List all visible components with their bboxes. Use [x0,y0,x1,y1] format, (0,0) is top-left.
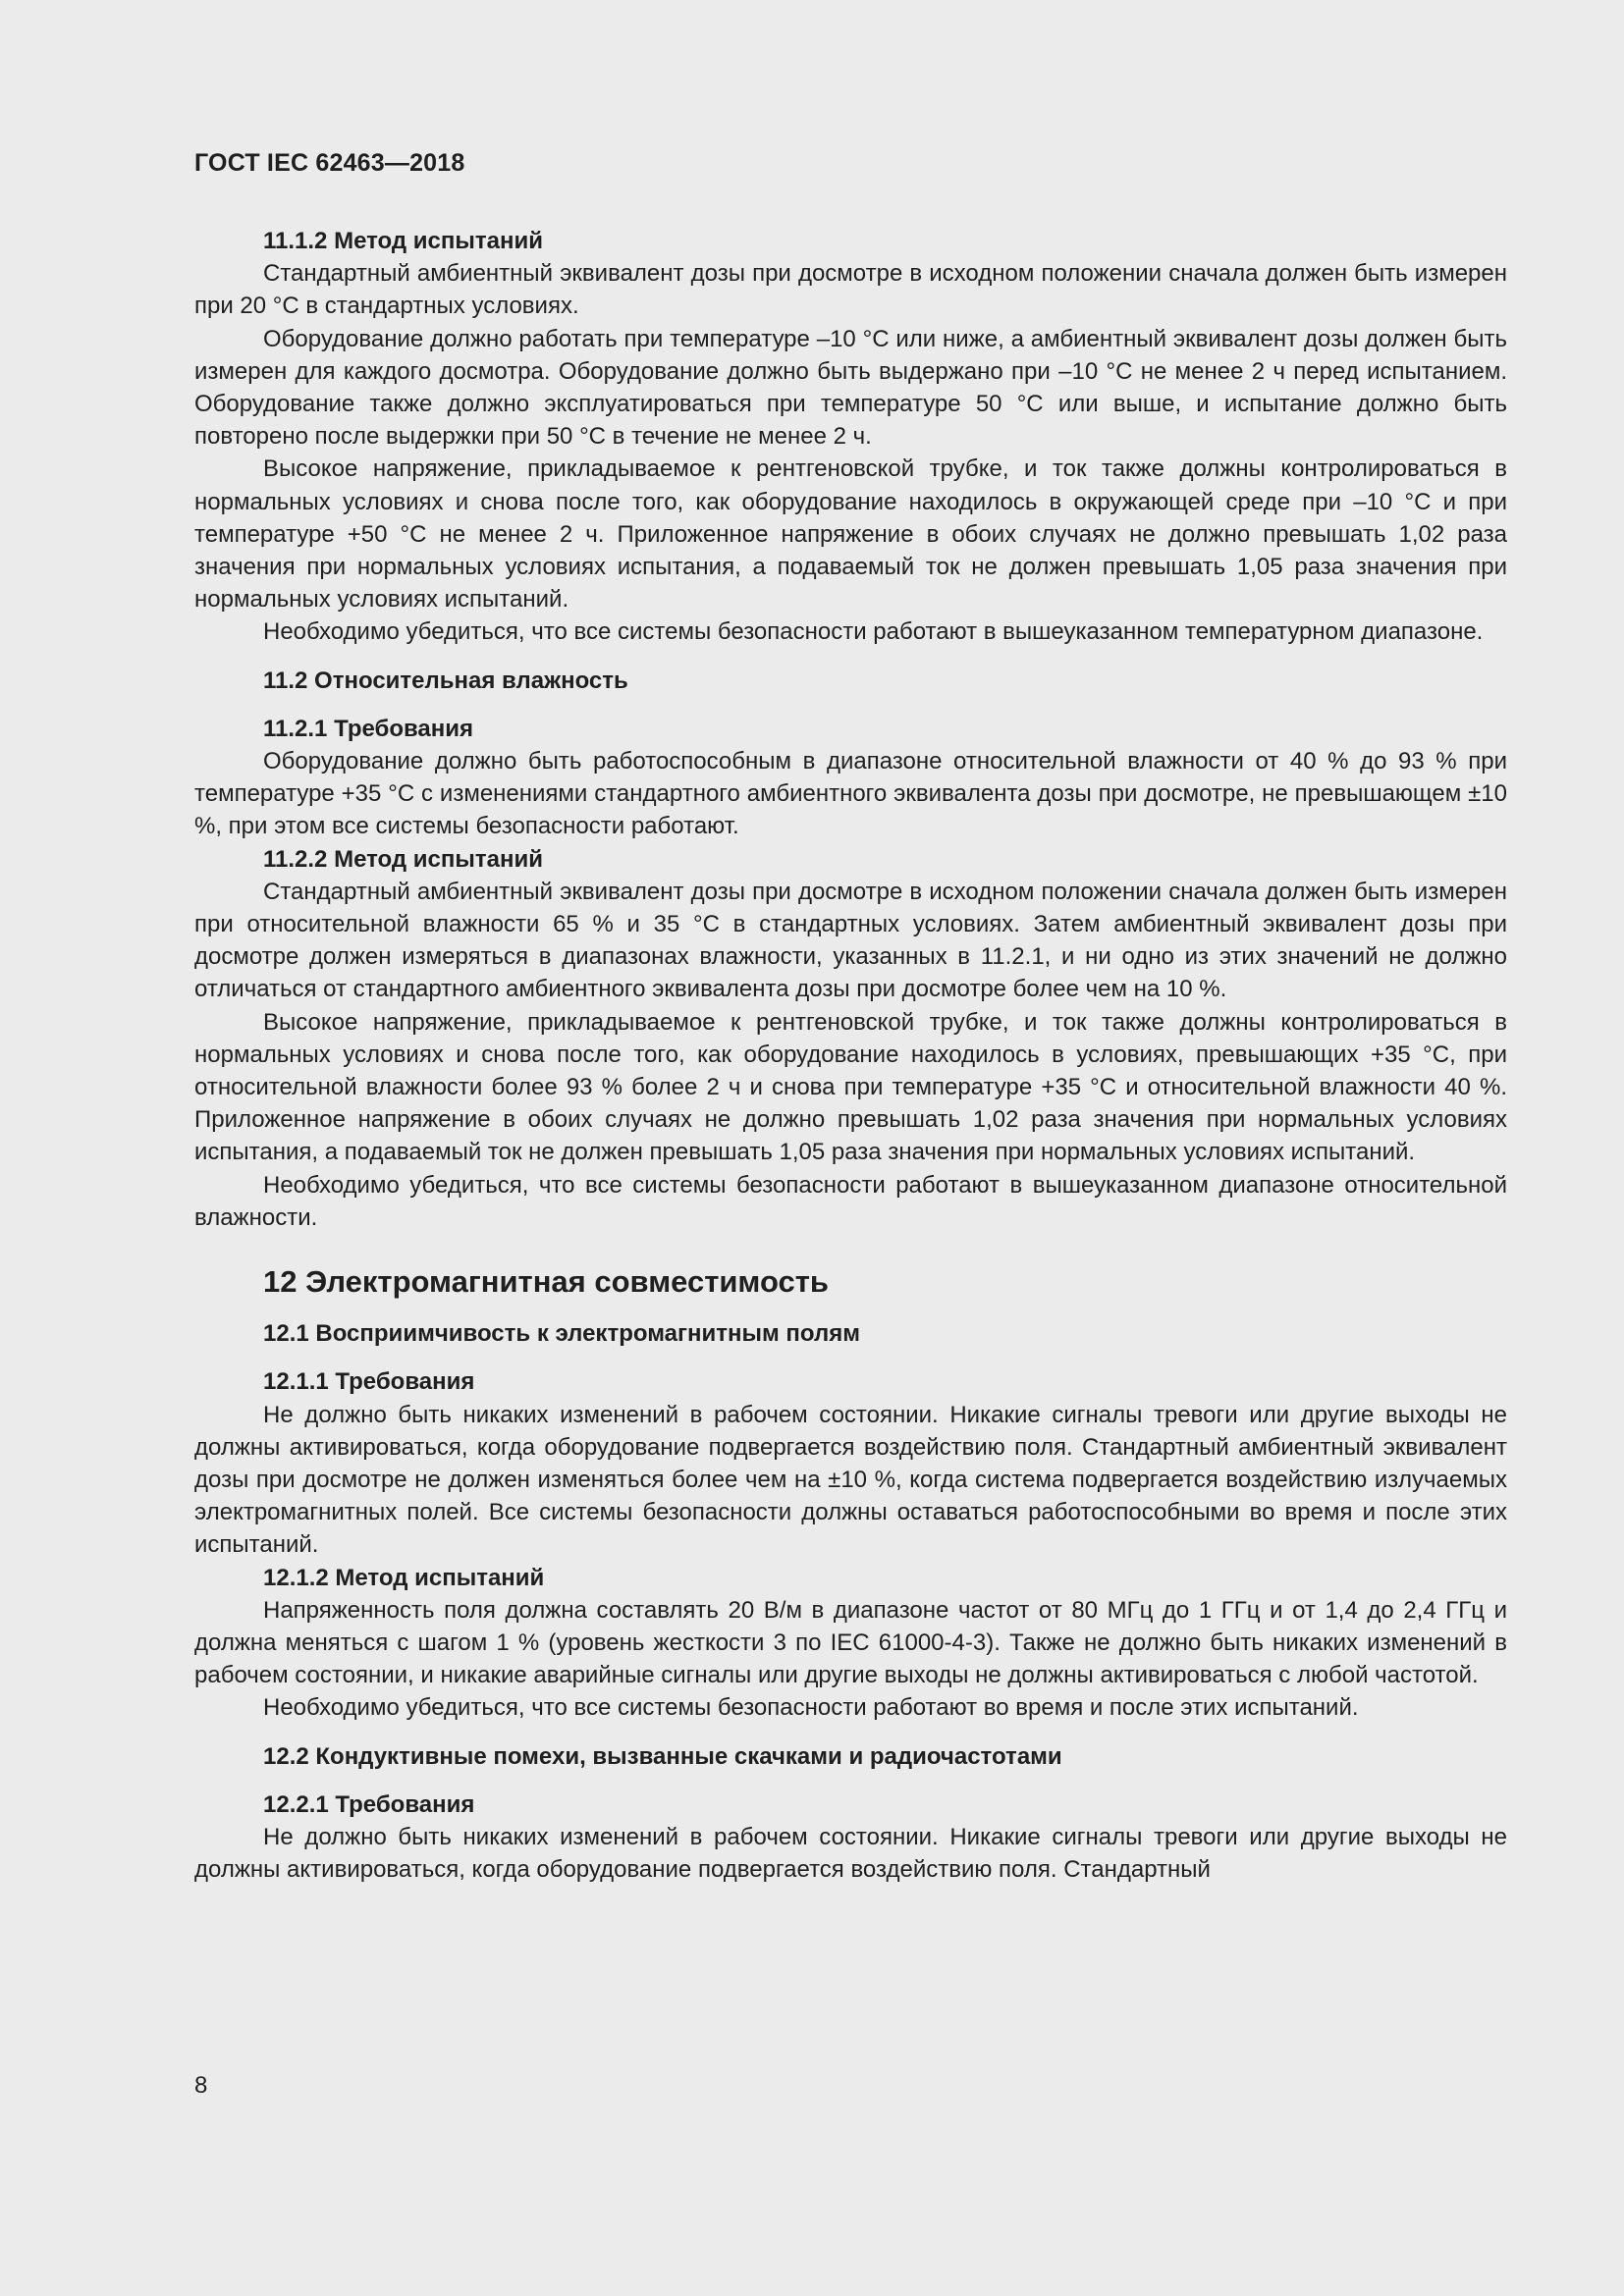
document-header: ГОСТ IEC 62463—2018 [194,149,465,177]
paragraph: Необходимо убедиться, что все системы безопасности работают в вышеуказанном температурном диапазоне. [263,618,1484,646]
paragraph: Стандартный амбиентный эквивалент дозы при досмотре в исходном положении сначала должен быть измерен при относительной влажности 65 % и 35 °С в стандартных условиях. Затем амбиентный эквивалент дозы при досмотре должен измеряться в диапазонах влажности, указанных в 11.2.1, и ни одно из этих значений не должно отличаться от стандартного амбиентного эквивалента дозы при досмотре более чем на 10 %. [194,878,1507,1003]
section-heading-12-1-1: 12.1.1 Требования [263,1368,475,1396]
paragraph: Не должно быть никаких изменений в рабочем состоянии. Никакие сигналы тревоги или другие выходы не должны активироваться, когда оборудование подвергается воздействию поля. Стандартный амбиентный эквивалент дозы при досмотре не должен изменяться более чем на ±10 %, когда система подвергается воздействию излучаемых электромагнитных полей. Все системы безопасности должны оставаться работоспособными во время и после этих испытаний. [194,1401,1507,1559]
section-heading-12: 12 Электромагнитная совместимость [263,1264,829,1300]
section-heading-11-2: 11.2 Относительная влажность [263,667,628,694]
section-heading-11-2-2: 11.2.2 Метод испытаний [263,845,543,873]
section-heading-12-2: 12.2 Кондуктивные помехи, вызванные скачками и радиочастотами [263,1742,1062,1770]
paragraph: Оборудование должно быть работоспособным в диапазоне относительной влажности от 40 % до 93 % при температуре +35 °С с изменениями стандартного амбиентного эквивалента дозы при досмотре, не превышающем ±10 %, при этом все системы безопасности работают. [194,748,1507,840]
paragraph: Высокое напряжение, прикладываемое к рентгеновской трубке, и ток также должны контролироваться в нормальных условиях и снова после того, как оборудование находилось в окружающей среде при –10 °С и при температуре +50 °С не менее 2 ч. Приложенное напряжение в обоих случаях не должно превышать 1,02 раза значения при нормальных условиях испытания, а подаваемый ток не должен превышать 1,05 раза значения при нормальных условиях испытаний. [194,455,1507,614]
paragraph: Не должно быть никаких изменений в рабочем состоянии. Никакие сигналы тревоги или другие выходы не должны активироваться, когда оборудование подвергается воздействию поля. Стандартный [194,1823,1507,1884]
section-heading-12-1-2: 12.1.2 Метод испытаний [263,1564,545,1591]
page-number: 8 [194,2072,208,2099]
document-body [194,225,1507,1886]
paragraph: Высокое напряжение, прикладываемое к рентгеновской трубке, и ток также должны контролироваться в нормальных условиях и снова после того, как оборудование находилось в условиях, превышающих +35 °С, при относительной влажности более 93 % более 2 ч и снова при температуре +35 °С и относительной влажности 40 %. Приложенное напряжение в обоих случаях не должно превышать 1,02 раза значения при нормальных условиях испытания, а подаваемый ток не должен превышать 1,05 раза значения при нормальных условиях испытаний. [194,1008,1507,1166]
section-heading-11-2-1: 11.2.1 Требования [263,715,474,742]
paragraph: Необходимо убедиться, что все системы безопасности работают в вышеуказанном диапазоне относительной влажности. [194,1171,1507,1231]
paragraph: Необходимо убедиться, что все системы безопасности работают во время и после этих испытаний. [263,1694,1359,1722]
section-heading-12-2-1: 12.2.1 Требования [263,1790,475,1818]
paragraph: Напряженность поля должна составлять 20 В/м в диапазоне частот от 80 МГц до 1 ГГц и от 1,4 до 2,4 ГГц и должна меняться с шагом 1 % (уровень жесткости 3 по IEC 61000-4-3). Также не должно быть никаких изменений в рабочем состоянии, и никакие аварийные сигналы или другие выходы не должны активироваться с любой частотой. [194,1596,1507,1689]
section-heading-12-1: 12.1 Восприимчивость к электромагнитным полям [263,1320,860,1348]
paragraph: Стандартный амбиентный эквивалент дозы при досмотре в исходном положении сначала должен быть измерен при 20 °С в стандартных условиях. [194,260,1507,320]
paragraph: Оборудование должно работать при температуре –10 °С или ниже, а амбиентный эквивалент дозы должен быть измерен для каждого досмотра. Оборудование должно быть выдержано при –10 °С не менее 2 ч перед испытанием. Оборудование также должно эксплуатироваться при температуре 50 °С или выше, и испытание должно быть повторено после выдержки при 50 °С в течение не менее 2 ч. [194,325,1507,451]
section-heading-11-1-2: 11.1.2 Метод испытаний [263,228,543,254]
